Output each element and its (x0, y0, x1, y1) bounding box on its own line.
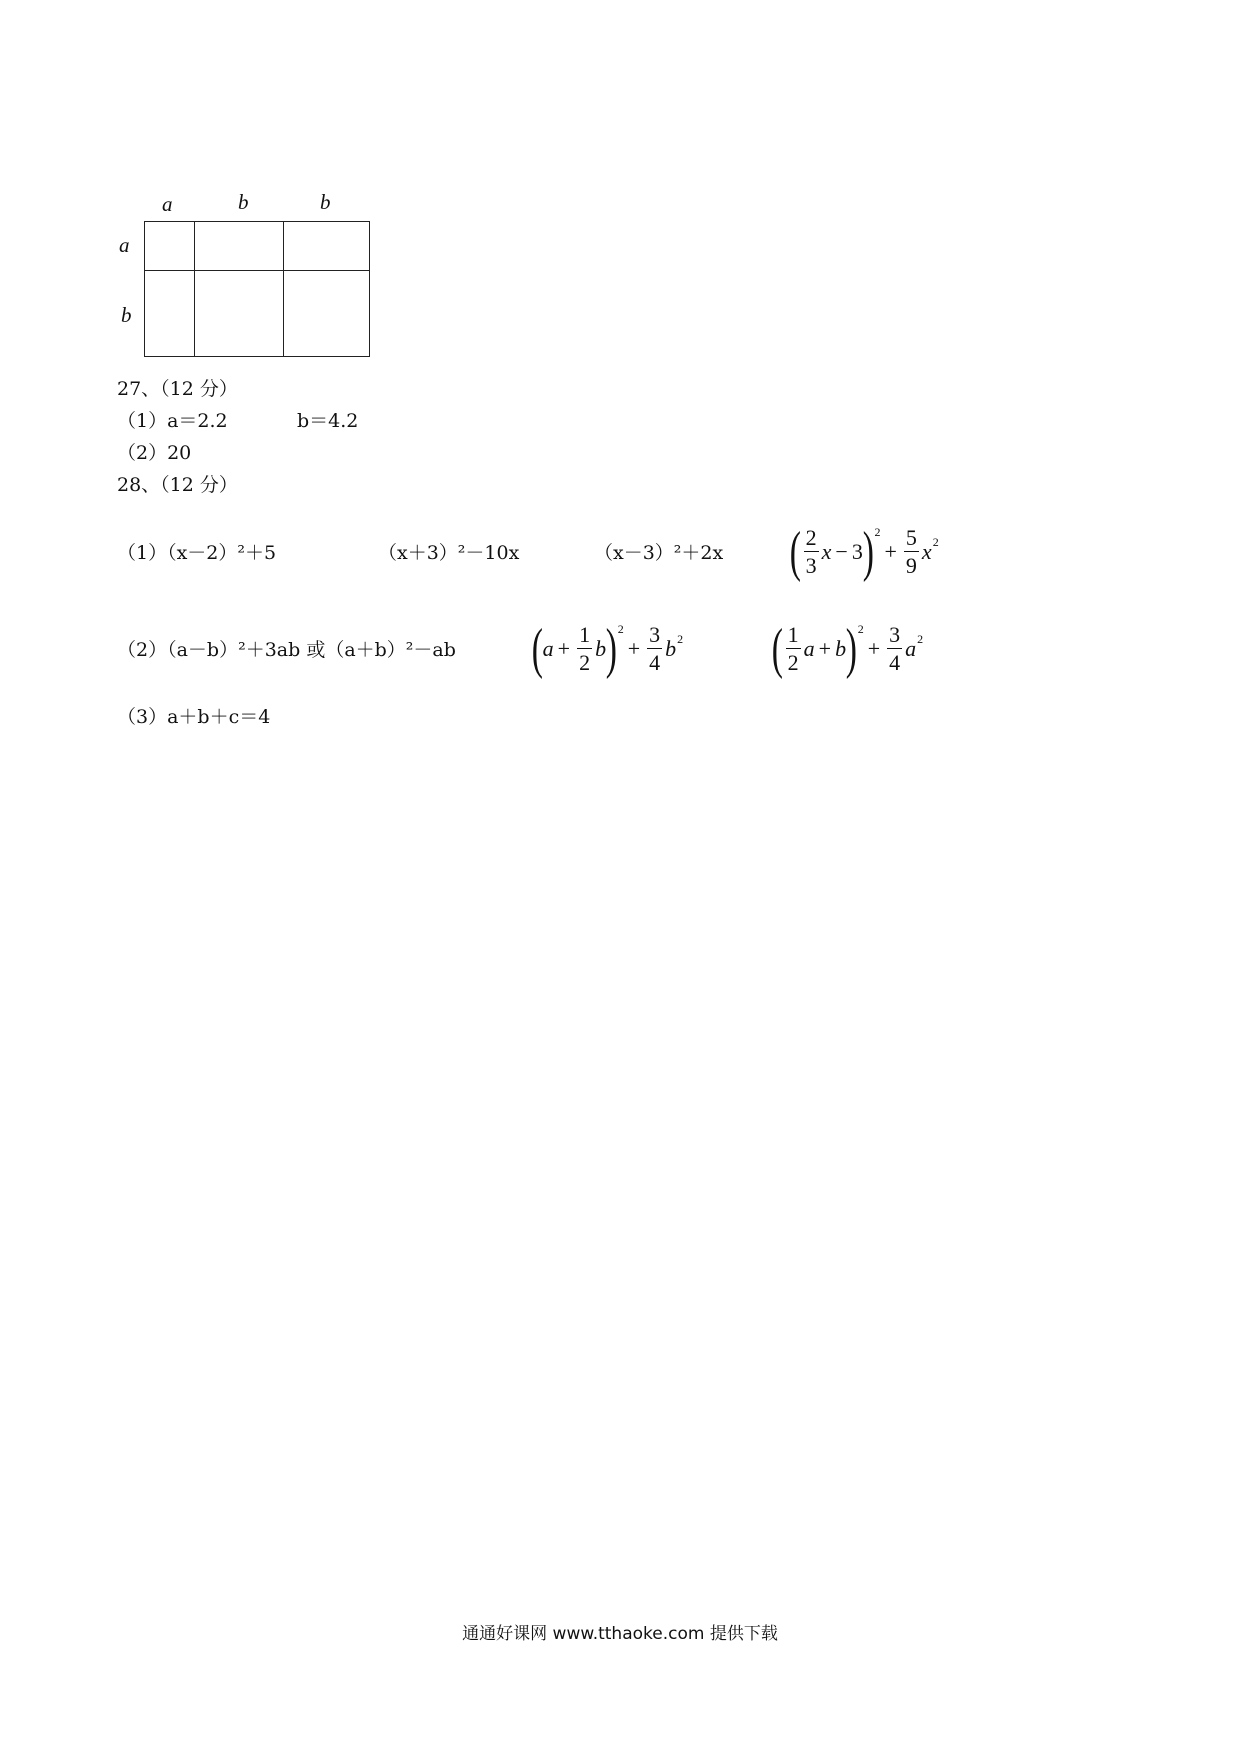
left-paren: ( (789, 521, 801, 583)
operator: − (835, 539, 848, 564)
exponent: 2 (617, 621, 624, 636)
fraction: $\frac{3}{4}$ (649, 622, 661, 675)
diagram-top-label-b1: b (238, 190, 249, 214)
diagram-side-label-b: b (121, 303, 132, 327)
exponent: 2 (874, 524, 881, 539)
variable: x (821, 539, 832, 564)
q28-p3: （3）a＋b＋c＝4 (117, 706, 271, 728)
q28-p2-math2 (532, 614, 683, 684)
left-paren: ( (531, 618, 543, 680)
diagram-top-label-b2: b (320, 190, 331, 214)
grid-vertical-line (283, 222, 284, 356)
q28-heading: 28、（12 分） (117, 474, 238, 496)
page-footer: 通通好课网 www.tthaoke.com 提供下载 (462, 1624, 778, 1644)
fraction: $\frac{1}{2}$ (579, 622, 591, 675)
area-grid-diagram (144, 221, 370, 357)
operator: + (884, 539, 897, 564)
operator: + (867, 636, 881, 661)
exponent: 2 (857, 621, 864, 636)
right-paren: ) (862, 521, 874, 583)
q27-part2: （2）20 (117, 442, 192, 464)
q27-part1-a: （1）a＝2.2 (117, 410, 228, 432)
exponent: 2 (932, 534, 939, 549)
variable: b (835, 636, 847, 661)
q28-p2-math3 (772, 614, 923, 684)
q27-heading: 27、（12 分） (117, 378, 238, 400)
right-paren: ) (845, 618, 858, 680)
grid-horizontal-line (145, 270, 369, 271)
constant: 3 (851, 539, 863, 564)
variable: a (905, 636, 917, 661)
variable: a (803, 636, 815, 661)
fraction: $\frac{1}{2}$ (787, 622, 799, 675)
operator: + (627, 636, 641, 661)
fraction: $\frac{5}{9}$ (905, 525, 917, 578)
q28-p1-expr3: （x－3）²＋2x (594, 542, 724, 564)
q28-p1-expr1: （1）（x－2）²＋5 (117, 542, 277, 564)
variable: b (595, 636, 607, 661)
diagram-side-label-a: a (119, 233, 130, 257)
exponent: 2 (917, 631, 924, 646)
exponent: 2 (677, 631, 684, 646)
grid-vertical-line (194, 222, 195, 356)
variable: a (542, 636, 554, 661)
fraction: $\frac{3}{4}$ (889, 622, 901, 675)
q28-p1-math4 (790, 517, 939, 587)
right-paren: ) (605, 618, 618, 680)
left-paren: ( (771, 618, 783, 680)
variable: b (665, 636, 677, 661)
variable: x (921, 539, 932, 564)
operator: + (818, 636, 832, 661)
q28-p2-expr1: （2）（a－b）²＋3ab 或（a＋b）²－ab (117, 639, 456, 661)
operator: + (557, 636, 571, 661)
diagram-top-label-a: a (162, 192, 173, 216)
q28-p1-expr2: （x＋3）²－10x (378, 542, 520, 564)
fraction: $\frac{2}{3}$ (805, 525, 817, 578)
q27-part1-b: b＝4.2 (297, 410, 359, 432)
